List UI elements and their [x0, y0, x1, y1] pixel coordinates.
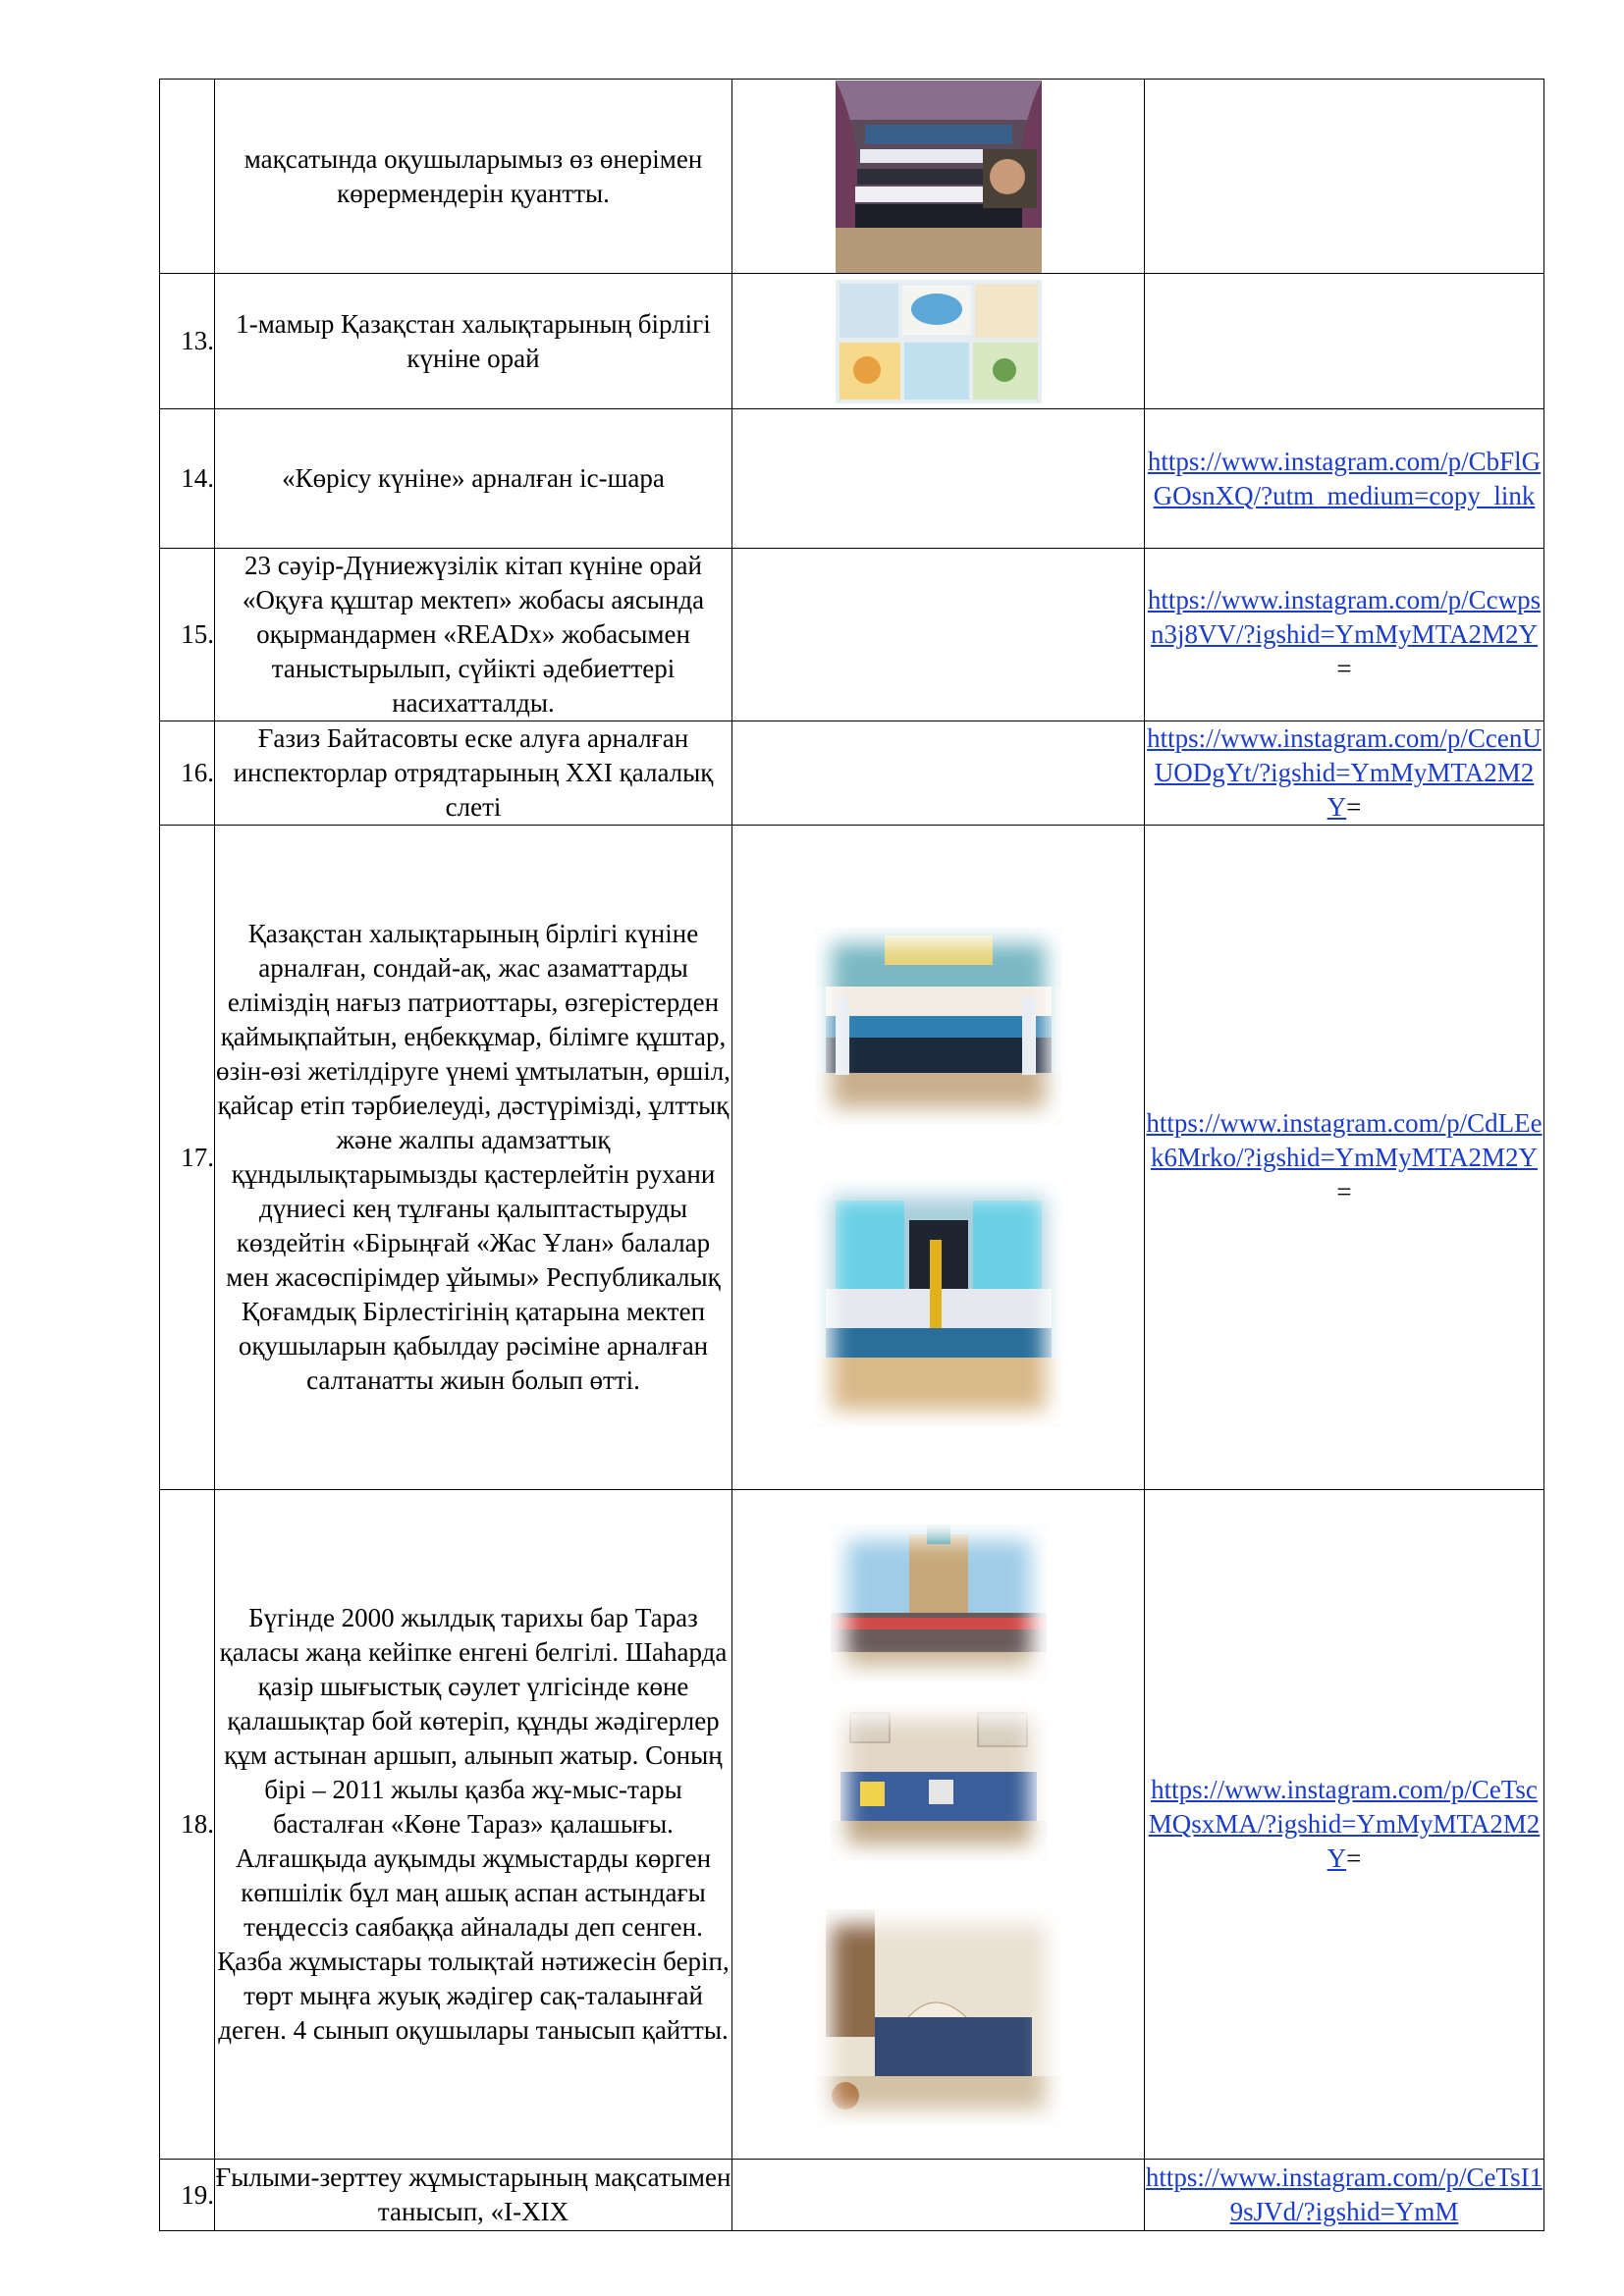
row-number: 16. [160, 721, 215, 826]
link-cell [1145, 1490, 1544, 2160]
event-description: Ғылыми-зерттеу жұмыстарының мақсатымен танысып, «I-XIX [215, 2160, 732, 2231]
photo-cell [732, 549, 1145, 721]
instagram-link[interactable]: https://www.instagram.com/p/CeTsI19sJVd/?igshid=YmM [1145, 2163, 1543, 2226]
instagram-link[interactable]: https://www.instagram.com/p/CcenUUODgYt/?igshid=YmMyMTA2M2Y [1147, 723, 1542, 822]
drawings-poster-photo [836, 280, 1042, 403]
instagram-link[interactable]: https://www.instagram.com/p/CbFlGGOsnXQ/?utm_medium=copy_link [1147, 446, 1542, 510]
event-description: Қазақстан халықтарының бірлігі күніне арналған, сондай-ақ, жас азаматтарды еліміздің нағыз патриоттары, өзгерістерден қаймықпайтын, еңбекқұмар, білімге құштар, өзін-өзі жетілдіруге үнемі ұмтылатын, өршіл, қайсар етіп тәрбиелеуді, дәстүрімізді, ұлттық және жалпы адамзаттық құндылықтарымызды қастерлейтін рухани дүниесі кең тұлғаны қалыптастыруды көздейтін «Бірыңғай «Жас Ұлан» балалар мен жасөспірімдер ұйымы» Республикалық Қоғамдық Бірлестігінің қатарына мектеп оқушыларын қабылдау рәсіміне арналған салтанатты жиын болып өтті. [215, 826, 732, 1490]
event-description: 23 сәуір-Дүниежүзілік кітап күніне орай «Оқуға құштар мектеп» жобасы аясында оқырмандармен «READx» жобасымен таныстырылып, сүйікті әдебиеттері насихатталды. [215, 549, 732, 721]
photo-cell [732, 409, 1145, 549]
table-row [160, 721, 1544, 826]
photo-cell [732, 826, 1145, 1490]
table-row [160, 826, 1544, 1490]
photo-cell [732, 80, 1145, 274]
link-cell [1145, 80, 1544, 274]
photo-cell [732, 721, 1145, 826]
event-description: мақсатында оқушыларымыз өз өнерімен көрермендерін қуантты. [215, 80, 732, 274]
table-row [160, 409, 1544, 549]
link-suffix: = [1346, 792, 1362, 822]
instagram-link[interactable]: https://www.instagram.com/p/CdLEek6Mrko/?igshid=YmMyMTA2M2Y [1146, 1107, 1543, 1172]
table-row [160, 2160, 1544, 2231]
photo-cell [732, 2160, 1145, 2231]
photo-cell [732, 274, 1145, 409]
event-description: Бүгінде 2000 жылдық тарихы бар Тараз қаласы жаңа кейіпке енгені белгілі. Шаһарда қазір шығыстық сәулет үлгісінде көне қалашықтар бой көтеріп, құнды жәдігерлер құм астынан аршып, алынып жатыр. Соның бірі – 2011 жылы қазба жұ-мыс-тары басталған «Көне Тараз» қалашығы. Алғашқыда ауқымды жұмыстарды көрген көпшілік бұл маң ашық аспан астындағы теңдессіз саябаққа айналады деп сенген. Қазба жұмыстары толықтай нәтижесін беріп, төрт мыңға жуық жәдігер сақ-талаынғай деген. 4 сынып оқушылары танысып қайтты. [215, 1490, 732, 2160]
event-description: Ғазиз Байтасовты еске алуға арналған инспекторлар отрядтарының XXI қалалық слеті [215, 721, 732, 826]
link-cell [1145, 549, 1544, 721]
taraz-tower-group-photo [831, 1524, 1047, 1682]
students-blue-scarves-photo [816, 928, 1061, 1124]
row-number: 18. [160, 1490, 215, 2160]
museum-children-photo [831, 1703, 1047, 1860]
row-number: 17. [160, 826, 215, 1490]
ceremony-hall-photo [816, 1181, 1061, 1426]
event-description: «Көрісу күніне» арналған іс-шара [215, 409, 732, 549]
row-number: 14. [160, 409, 215, 549]
table-row [160, 274, 1544, 409]
link-cell [1145, 721, 1544, 826]
row-number: 15. [160, 549, 215, 721]
instagram-link[interactable]: https://www.instagram.com/p/CeTscMQsxMA/?igshid=YmMyMTA2M2Y [1148, 1775, 1541, 1873]
link-suffix: = [1346, 1843, 1362, 1873]
events-table [159, 79, 1544, 2231]
row-number: 19. [160, 2160, 215, 2231]
link-cell [1145, 2160, 1544, 2231]
row-number: 13. [160, 274, 215, 409]
choir-stage-photo [836, 80, 1042, 273]
table-row [160, 549, 1544, 721]
table-row [160, 1490, 1544, 2160]
link-suffix: = [1336, 654, 1352, 683]
link-cell [1145, 274, 1544, 409]
oven-children-photo [816, 1909, 1061, 2125]
link-cell [1145, 826, 1544, 1490]
table-row [160, 80, 1544, 274]
link-suffix: = [1336, 1176, 1352, 1206]
event-description: 1-мамыр Қазақстан халықтарының бірлігі күніне орай [215, 274, 732, 409]
photo-cell [732, 1490, 1145, 2160]
instagram-link[interactable]: https://www.instagram.com/p/Ccwpsn3j8VV/?igshid=YmMyMTA2M2Y [1147, 585, 1542, 649]
link-cell [1145, 409, 1544, 549]
row-number [160, 80, 215, 274]
